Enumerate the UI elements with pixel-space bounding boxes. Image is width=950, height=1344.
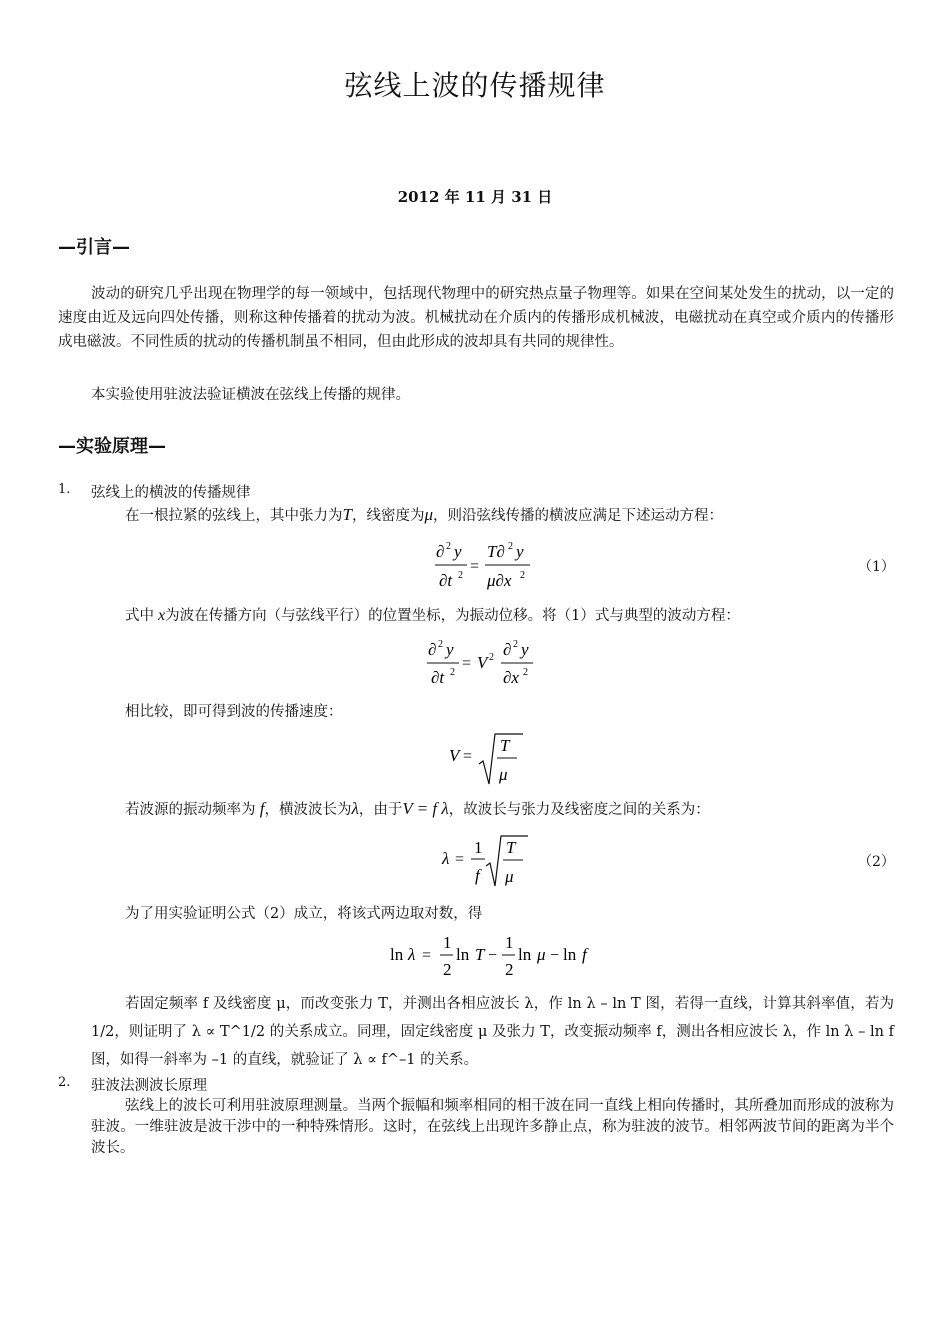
svg-text:−: − — [550, 947, 560, 964]
equation-number-2: （2） — [858, 854, 895, 870]
svg-text:=: = — [463, 748, 473, 765]
svg-text:1: 1 — [505, 933, 514, 952]
svg-text:1: 1 — [474, 838, 483, 857]
svg-text:=: = — [455, 851, 465, 868]
svg-text:2: 2 — [443, 960, 452, 979]
svg-text:=: = — [462, 655, 472, 672]
text-line-compare: 相比较，即可得到波的传播速度： — [125, 704, 343, 720]
page-title: 弦线上波的传播规律 — [344, 69, 606, 102]
intro-paragraph-2: 本实验使用驻波法验证横波在弦线上传播的规律。 — [91, 387, 410, 403]
section-heading-intro: —引言— — [58, 237, 130, 258]
svg-text:T∂: T∂ — [487, 542, 505, 561]
equation-velocity — [447, 730, 527, 788]
svg-text:2: 2 — [523, 667, 528, 678]
svg-text:ln: ln — [456, 945, 470, 964]
svg-text:λ: λ — [408, 945, 416, 964]
equation-2 — [440, 832, 530, 890]
equation-1 — [430, 538, 540, 596]
svg-text:−: − — [488, 947, 498, 964]
svg-text:2: 2 — [438, 639, 443, 650]
svg-text:f: f — [475, 866, 480, 885]
section-heading-principle: —实验原理— — [58, 436, 166, 457]
svg-text:y: y — [516, 542, 524, 561]
equation-wave — [422, 636, 537, 692]
item-number-1: 1. — [58, 482, 71, 497]
svg-text:∂t: ∂t — [431, 668, 445, 687]
svg-text:∂x: ∂x — [503, 668, 519, 687]
text-line-frequency: 若波源的振动频率为 f，横波波长为λ，由于V = f λ，故波长与张力及线密度之间的关系为： — [125, 799, 710, 818]
svg-text:λ: λ — [442, 849, 450, 868]
svg-text:V: V — [477, 653, 488, 672]
svg-text:∂: ∂ — [503, 640, 512, 659]
svg-text:2: 2 — [458, 570, 463, 581]
intro-paragraph: 波动的研究几乎出现在物理学的每一领域中，包括现代物理中的研究热点量子物理等。如果在空间某处发生的扰动，以一定的速度由近及远向四处传播，则称这种传播着的扰动为波。机械扰动在介质内的传播形成机械波，电磁扰动在真空或介质内的传播形成电磁波。不同性质的扰动的传播机制虽不相同，但由此形成的波却具有共同的规律性。 — [58, 286, 894, 350]
svg-text:ln: ln — [563, 945, 577, 964]
svg-text:μ∂x: μ∂x — [487, 571, 512, 590]
svg-text:y: y — [454, 542, 462, 561]
svg-text:ln: ln — [390, 945, 404, 964]
svg-text:∂: ∂ — [428, 640, 437, 659]
svg-text:T: T — [500, 736, 510, 755]
svg-text:T: T — [475, 945, 485, 964]
text-line-tension: 在一根拉紧的弦线上，其中张力为T，线密度为μ，则沿弦线传播的横波应满足下述运动方程： — [125, 505, 724, 524]
svg-text:μ: μ — [537, 945, 546, 964]
equation-log — [388, 930, 598, 982]
svg-text:2: 2 — [489, 652, 494, 663]
svg-text:μ: μ — [505, 867, 514, 886]
svg-text:f: f — [582, 945, 587, 964]
svg-text:2: 2 — [446, 541, 451, 552]
svg-text:∂t: ∂t — [439, 571, 453, 590]
item-label-2: 驻波法测波长原理 — [91, 1078, 207, 1094]
svg-text:1: 1 — [443, 933, 452, 952]
svg-text:T: T — [506, 838, 516, 857]
svg-text:2: 2 — [450, 667, 455, 678]
svg-text:V: V — [449, 746, 460, 765]
item-label-1: 弦线上的横波的传播规律 — [91, 485, 251, 501]
date-line: 2012 年 11 月 31 日 — [397, 188, 553, 206]
svg-text:2: 2 — [505, 960, 514, 979]
svg-text:2: 2 — [508, 541, 513, 552]
svg-text:2: 2 — [520, 570, 525, 581]
svg-text:ln: ln — [518, 945, 532, 964]
svg-text:2: 2 — [513, 639, 518, 650]
equation-number-1: （1） — [858, 559, 895, 575]
text-line-definition: 式中 x为波在传播方向（与弦线平行）的位置坐标，为振动位移。将（1）式与典型的波动方程： — [125, 607, 740, 624]
svg-text:=: = — [470, 558, 480, 575]
svg-text:y: y — [521, 640, 529, 659]
svg-text:=: = — [422, 947, 432, 964]
paragraph-slope-verification: 若固定频率 f 及线密度 μ，而改变张力 T，并测出各相应波长 λ，作 ln λ – ln T 图，若得一直线，计算其斜率值，若为 1/2，则证明了 λ ∝ T^1/2 的关系成立。同理，固定线密度 μ 及张力 T，改变振动频率 f，测出各相应波长 λ，作 ln λ – ln f 图，如得一斜率为 –1 的直线，就验证了 λ ∝ f^–1 的关系。 — [91, 996, 894, 1068]
svg-text:y: y — [446, 640, 454, 659]
svg-text:μ: μ — [499, 765, 508, 784]
item-number-2: 2. — [58, 1075, 71, 1090]
paragraph-standing-wave: 弦线上的波长可利用驻波原理测量。当两个振幅和频率相同的相干波在同一直线上相向传播时，其所叠加而形成的波称为驻波。一维驻波是波干涉中的一种特殊情形。这时，在弦线上出现许多静止点，称为驻波的波节。相邻两波节间的距离为半个波长。 — [91, 1098, 894, 1156]
svg-text:∂: ∂ — [436, 542, 445, 561]
text-line-logarithm: 为了用实验证明公式（2）成立，将该式两边取对数，得 — [125, 906, 483, 922]
